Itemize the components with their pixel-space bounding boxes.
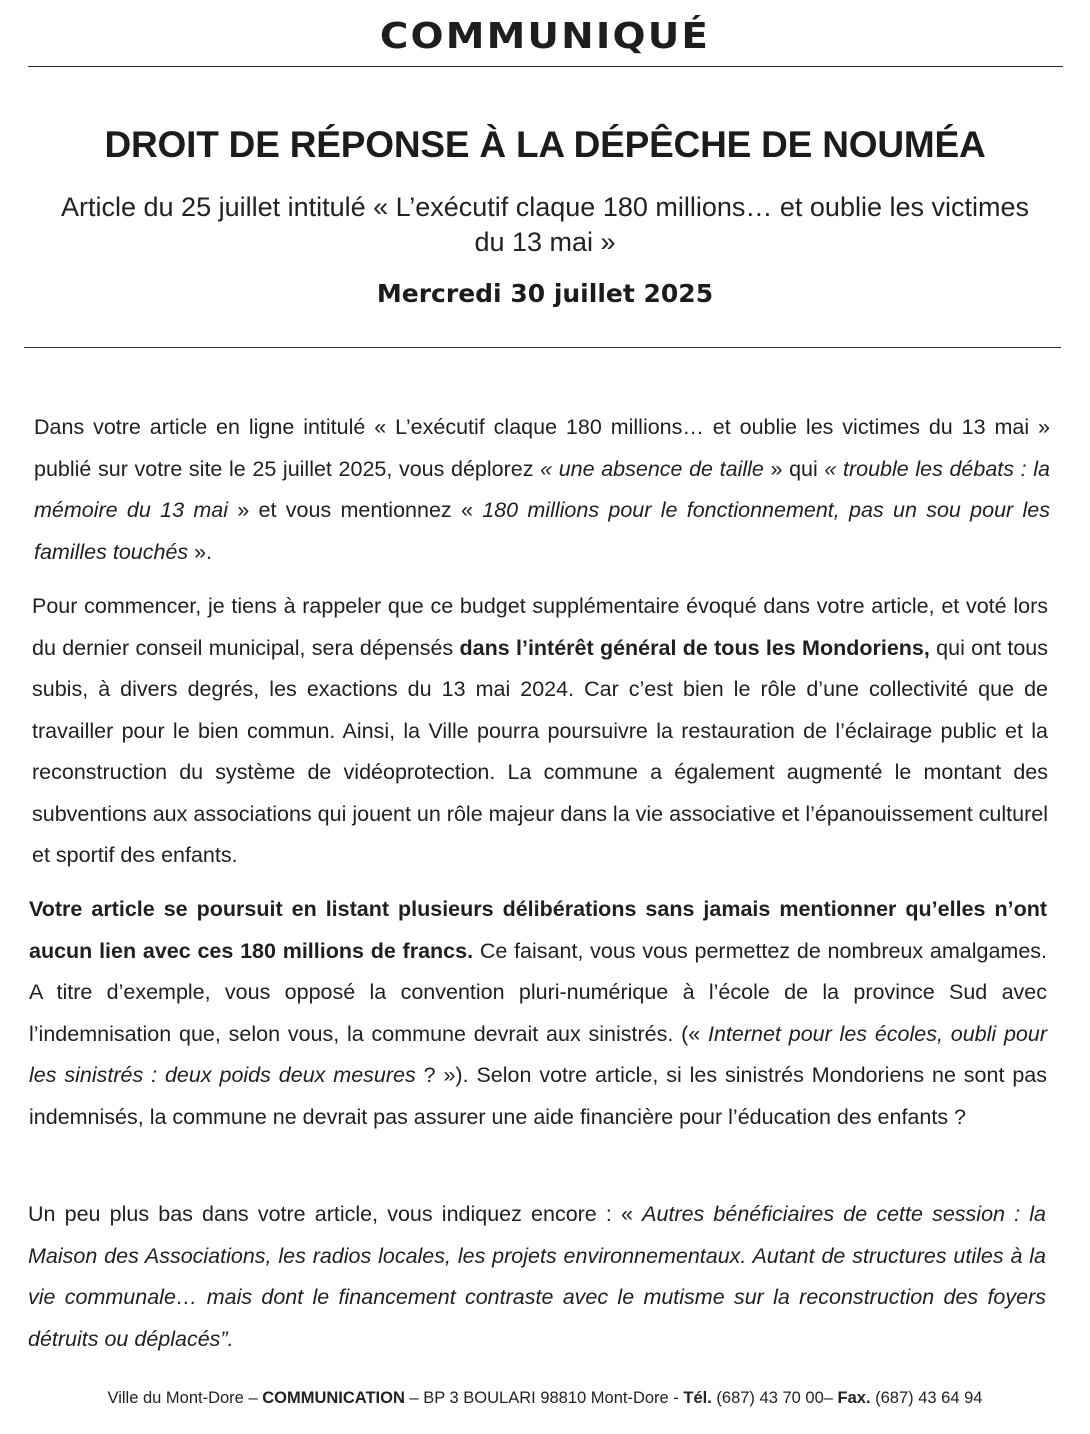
paragraph-4 (28, 1194, 1046, 1360)
bold-text: Votre article se poursuit en listant plusieurs délibérations sans jamais mentionner qu’elles n’ont aucun lien avec ces 180 millions de francs. (29, 897, 1047, 963)
bold-text: Tél. (683, 1389, 712, 1407)
masthead: COMMUNIQUÉ (379, 16, 711, 57)
text-run: Pour commencer, je tiens à rappeler que ce budget supplémentaire évoqué dans votre article, et voté lors du dernier conseil municipal, sera dépensés (32, 594, 1048, 660)
text-run: – BP 3 BOULARI 98810 Mont-Dore - (404, 1389, 684, 1407)
quoted-text: « trouble les débats : la mémoire du 13 mai (34, 456, 1050, 522)
publication-date: Mercredi 30 juillet 2025 (376, 279, 714, 308)
quoted-text: « une absence de taille (540, 456, 764, 481)
bold-text: COMMUNICATION (262, 1389, 405, 1407)
quoted-text: Autres bénéficiaires de cette session : la Maison des Associations, les radios locales, les projets environnementaux. Autant de structures utiles à la vie communale… mais dont le financement contraste avec le mutisme sur la reconstruction des foyers détruits ou déplacés”. (28, 1202, 1046, 1351)
text-run: » qui (763, 456, 825, 481)
text-run: » et vous mentionnez « (228, 498, 483, 522)
paragraph-3 (29, 889, 1047, 1138)
text-run: Un peu plus bas dans votre article, vous indiquez encore : « (28, 1202, 643, 1226)
text-run: (687) 43 64 94 (870, 1389, 983, 1407)
quoted-text: 180 millions pour le fonctionnement, pas un sou pour les familles touchés (34, 498, 1050, 564)
paragraph-1 (34, 407, 1050, 573)
paragraph-2 (32, 586, 1048, 877)
header-divider (24, 347, 1061, 348)
text-run: ». (188, 539, 213, 564)
text-run: qui ont tous subis, à divers degrés, les exactions du 13 mai 2024. Car c’est bien le rôle d’une collectivité que de travailler pour le bien commun. Ainsi, la Ville pourra poursuivre la restauration de l’éclairage public et la reconstruction du système de vidéoprotection. La commune a également augmenté le montant des subventions aux associations qui jouent un rôle majeur dans la vie associative et l’épanouissement culturel et sportif des enfants. (32, 635, 1048, 867)
footer-contact (0, 1389, 1090, 1408)
page-title: DROIT DE RÉPONSE À LA DÉPÊCHE DE NOUMÉA (104, 124, 986, 165)
top-divider (28, 66, 1063, 67)
text-run: Dans votre article en ligne intitulé « L’exécutif claque 180 millions… et oublie les victimes du 13 mai » publié sur votre site le 25 juillet 2025, vous déplorez (34, 415, 1050, 481)
text-run: Ville du Mont-Dore – (107, 1389, 263, 1407)
bold-text: dans l’intérêt général de tous les Mondoriens, (459, 635, 930, 660)
bold-text: Fax. (837, 1389, 871, 1407)
text-run: Ce faisant, vous vous permettez de nombreux amalgames. A titre d’exemple, vous opposé la convention pluri-numérique à l’école de la province Sud avec l’indemnisation que, selon vous, la commune devrait aux sinistrés. (« (29, 938, 1048, 1046)
subtitle: Article du 25 juillet intitulé « L’exécutif claque 180 millions… et oublie les victimes du 13 mai » (61, 192, 1029, 257)
text-run: ? »). Selon votre article, si les sinistrés Mondoriens ne sont pas indemnisés, la commune ne devrait pas assurer une aide financière pour l’éducation des enfants ? (29, 1063, 1047, 1129)
text-run: (687) 43 70 00– (711, 1389, 838, 1407)
quoted-text: Internet pour les écoles, oubli pour les sinistrés : deux poids deux mesures (29, 1021, 1047, 1087)
